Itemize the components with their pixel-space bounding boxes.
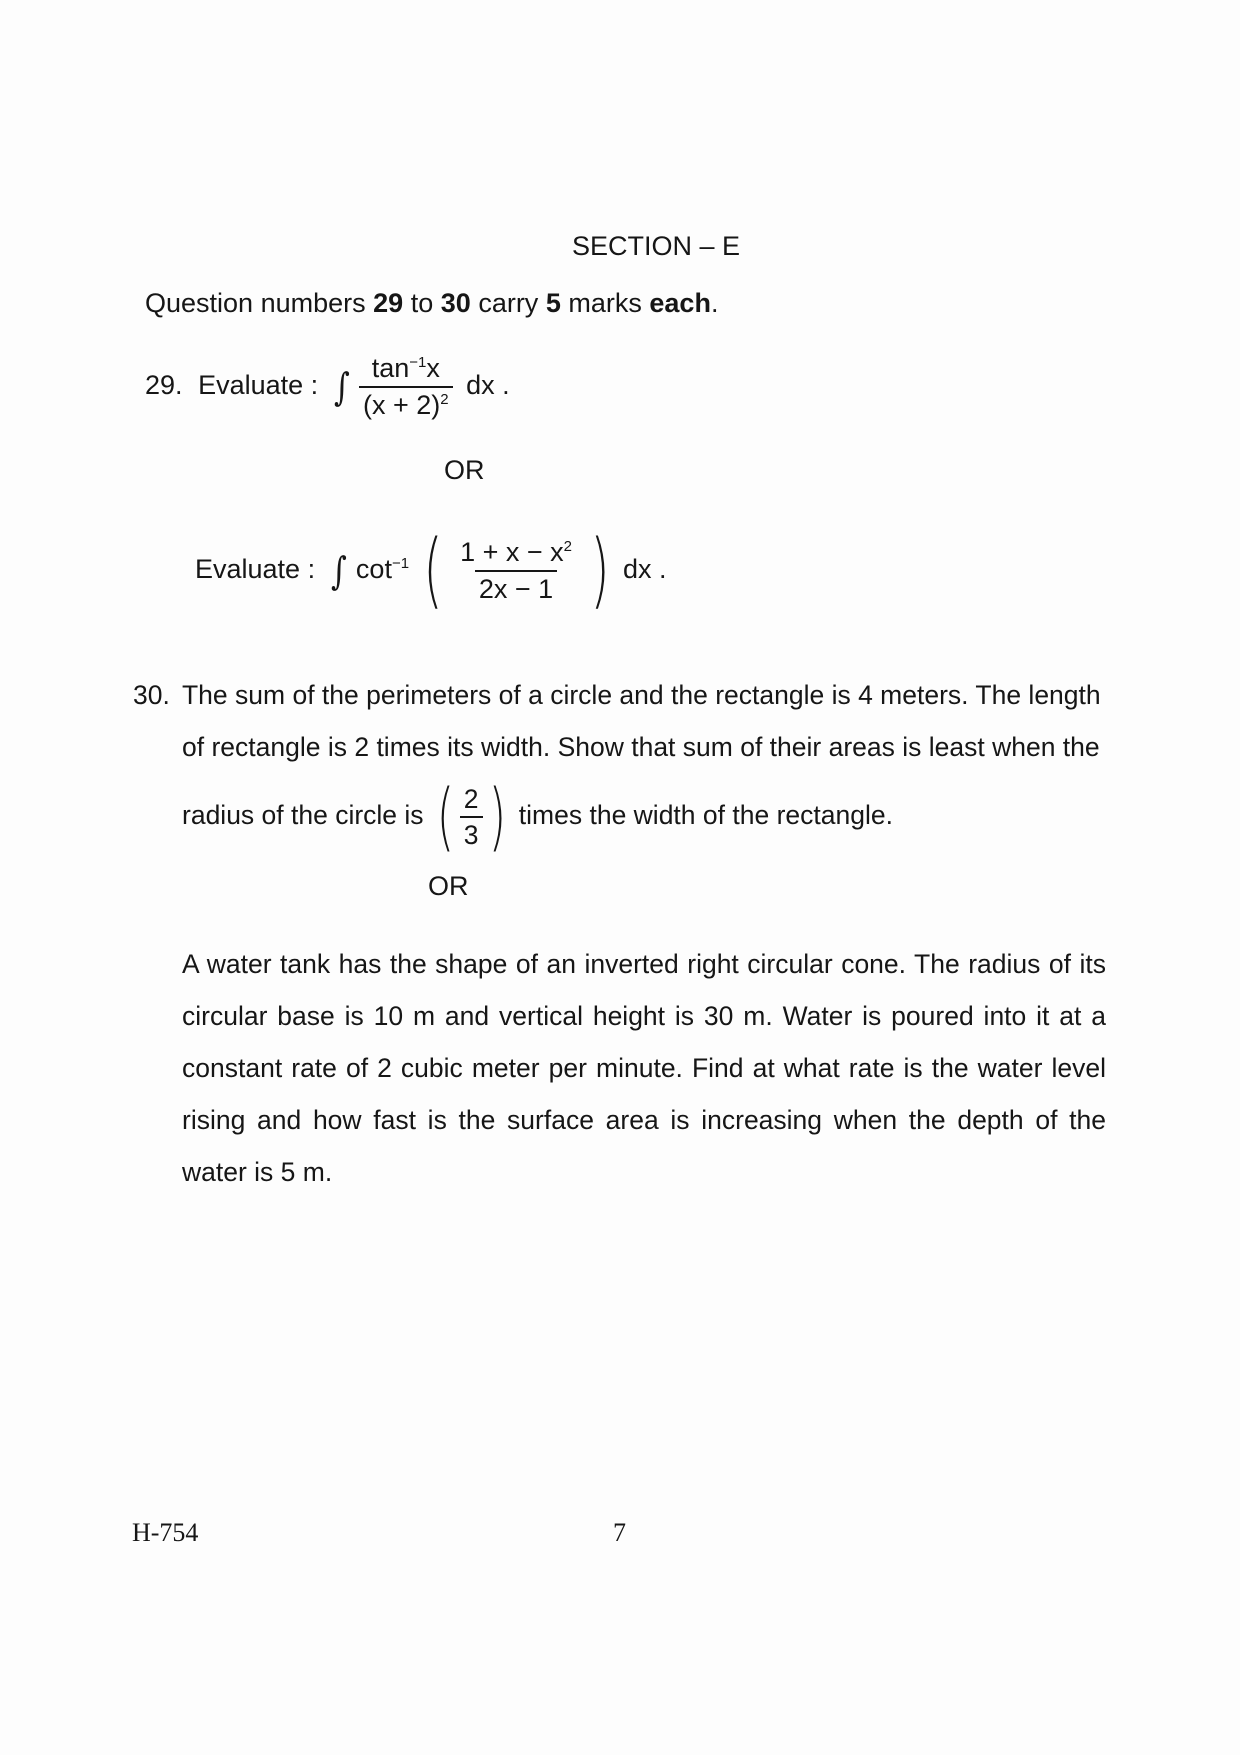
- q29-alt-num-base: 1 + x − x: [460, 537, 564, 567]
- instruction-marks-word: marks: [568, 288, 642, 318]
- q29-alt-fraction: [456, 539, 576, 603]
- q29-dx: dx .: [466, 370, 510, 401]
- instruction-to: to: [410, 288, 434, 318]
- instruction-period: .: [710, 288, 719, 318]
- left-paren: (: [422, 523, 443, 618]
- q29-alt-func-name: cot: [355, 554, 392, 585]
- q29-numerator: [368, 355, 444, 386]
- q29-denominator: [359, 386, 453, 419]
- q29-fraction: [359, 355, 453, 419]
- q29-alt-denominator: 2x − 1: [475, 570, 557, 603]
- q29-alt-func: [356, 554, 409, 584]
- instruction-marks: 5: [545, 288, 561, 318]
- right-paren: ): [488, 774, 506, 860]
- q29-alt-func-sup: −1: [391, 555, 410, 573]
- q30-frac-num: 2: [463, 783, 479, 814]
- q29-num-func: tan: [371, 353, 410, 383]
- q29-alt-num-sup: 2: [563, 538, 572, 555]
- q30-line1: The sum of the perimeters of a circle and the rectangle is 4 meters. The length: [182, 680, 1101, 710]
- q29-num-var: x: [426, 353, 440, 383]
- instruction-carry: carry: [478, 288, 539, 318]
- q29-label: Evaluate :: [198, 370, 319, 401]
- q30-line3-after: times the width of the rectangle.: [518, 800, 893, 830]
- instruction-prefix: Question numbers: [145, 288, 366, 318]
- q29-or: OR: [444, 455, 485, 485]
- q30-frac-den: 3: [460, 816, 483, 849]
- q30-line3: [182, 774, 893, 860]
- integral-sign: ∫: [333, 365, 350, 409]
- section-title: SECTION – E: [572, 231, 741, 261]
- instruction-from: 29: [373, 288, 404, 318]
- right-paren: ): [589, 523, 610, 618]
- page-number: 7: [613, 1518, 626, 1547]
- q30-line3-before: radius of the circle is: [182, 800, 424, 830]
- integral-sign: ∫: [330, 549, 347, 593]
- q29-alt-numerator: [456, 539, 576, 570]
- q29-alt-dx: dx .: [623, 554, 667, 585]
- instruction-to-num: 30: [440, 288, 471, 318]
- q30-line2: of rectangle is 2 times its width. Show that sum of their areas is least when the: [182, 732, 1100, 762]
- q30-fraction: [460, 783, 483, 850]
- q30-number: 30.: [133, 680, 170, 710]
- q29-number: 29.: [145, 370, 183, 401]
- instruction: [145, 290, 718, 317]
- instruction-each: each: [649, 288, 711, 318]
- q30-or: OR: [428, 871, 469, 901]
- q29-main: [145, 355, 510, 419]
- q30-alt-paragraph: A water tank has the shape of an inverted right circular cone. The radius of its circular base is 10 m and vertical height is 30 m. Water is poured into it at a constant rate of 2 cubic meter per minute. Find at what rate is the water level rising and how fast is the surface area is increasing when the depth of the water is 5 m.: [182, 949, 1106, 1187]
- paper-code: H-754: [132, 1518, 199, 1547]
- q29-den-base: (x + 2): [362, 390, 441, 420]
- q29-alt-label: Evaluate :: [195, 554, 316, 585]
- q29-den-sup: 2: [440, 391, 449, 408]
- left-paren: (: [436, 774, 455, 860]
- q29-num-sup: −1: [409, 354, 427, 371]
- q29-alt: [195, 523, 667, 618]
